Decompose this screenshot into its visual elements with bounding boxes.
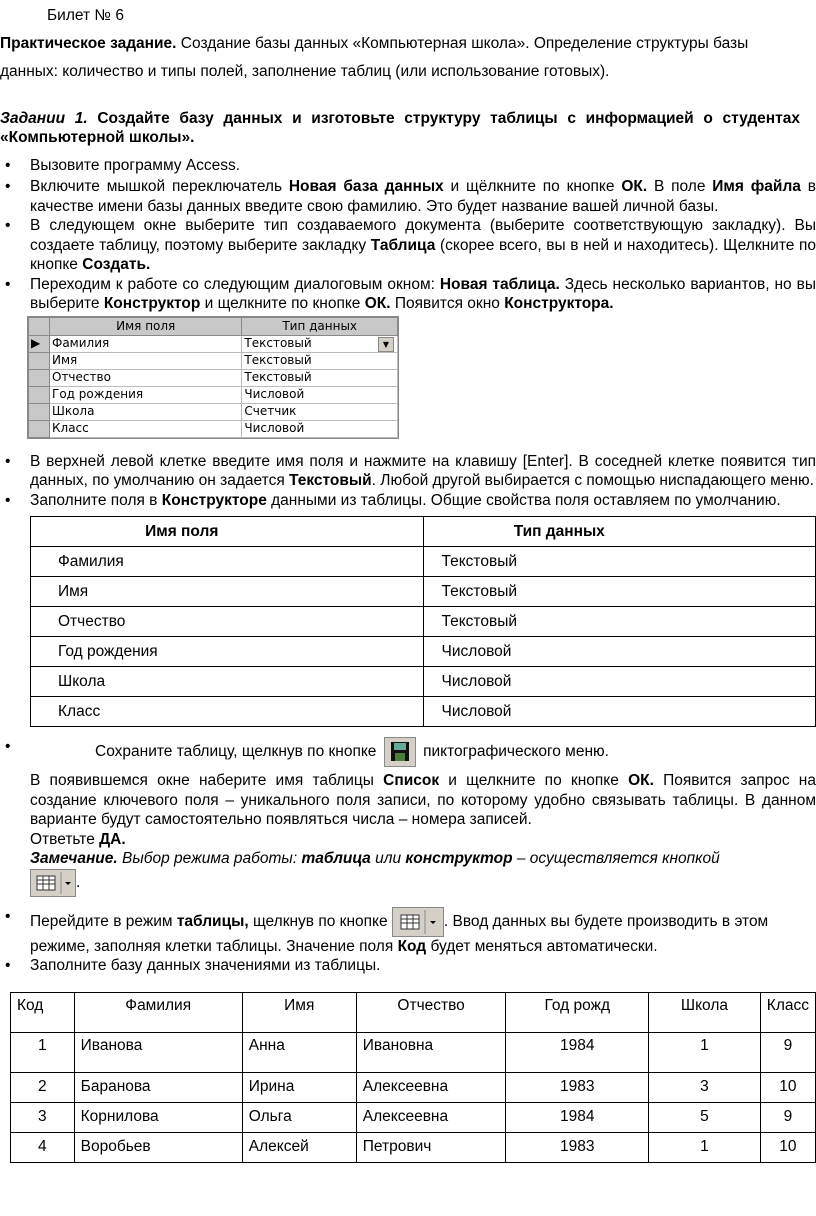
note-line [30,849,816,869]
data-type-cell[interactable] [242,386,398,403]
table-cell: 2 [11,1072,75,1102]
save-paragraph [30,771,816,830]
save-floppy-icon [384,737,416,767]
row-selector[interactable] [29,386,50,403]
data-type-cell[interactable] [242,335,398,352]
bullet-item [30,177,816,216]
text-segment: – осуществляется кнопкой [512,850,720,867]
text-segment: и щелкните по кнопке [439,772,629,789]
column-header: Фамилия [74,992,242,1032]
text-segment: Новая база данных [288,178,444,195]
text-segment: конструктор [405,850,513,867]
text-segment: Здесь несколько вариантов, но вы выберите [30,275,816,312]
row-selector[interactable] [29,369,50,386]
text-segment: Конструкторе [161,491,267,509]
text-segment: таблицы, [176,912,249,930]
table-row [31,547,816,577]
text-segment: и щёлкните по кнопке [443,178,622,195]
text-segment: Ответьте [30,830,100,848]
text-segment: Создайте базу данных и изготовьте структуру таблицы с информацией о студентах «Компьютерной школы». [0,109,800,146]
text-segment: Код [397,937,427,955]
table-cell: 1 [11,1032,75,1072]
intro-line-2 [0,62,816,82]
bullet-item [30,907,816,957]
table-view-button-icon [392,907,444,937]
bullet-item [30,737,816,767]
field-name-cell[interactable]: Год рождения [50,386,242,403]
table-cell: 9 [760,1102,815,1132]
column-header: Имя поля [31,517,424,547]
designer-row[interactable] [29,335,398,352]
bullet-item [30,216,816,275]
table-cell: 1984 [506,1032,649,1072]
data-type-cell: Числовой [423,667,816,697]
table-cell: Ивановна [356,1032,506,1072]
designer-row[interactable] [29,386,398,403]
view-mode-button-note [30,869,816,897]
data-type-value: Текстовый [244,336,312,350]
text-segment: Список [383,772,440,789]
table-cell: Воробьев [74,1132,242,1162]
data-type-value: Числовой [244,387,305,401]
table-row [11,1072,816,1102]
table-cell: 1983 [506,1072,649,1102]
data-type-cell: Числовой [423,637,816,667]
field-name-cell[interactable]: Имя [50,352,242,369]
text-segment: В появившемся окне наберите имя таблицы [30,772,384,789]
column-header: Код [11,992,75,1032]
access-designer-screenshot [27,316,399,439]
task-heading [0,109,800,148]
text-segment: Таблица [370,236,436,254]
data-type-cell[interactable] [242,352,398,369]
table-cell: Иванова [74,1032,242,1072]
text-segment: . Ввод данных вы будете производить в этом режиме, заполняя клетки таблицы. Значение поля [30,912,769,955]
field-name-cell: Имя [31,577,424,607]
dropdown-arrow-icon[interactable]: ▼ [378,337,394,352]
view-mode-dropdown-icon [30,869,76,897]
data-type-cell: Числовой [423,697,816,727]
table-row [31,697,816,727]
bullet-item [30,275,816,314]
data-type-value: Счетчик [244,404,297,418]
text-segment: Переходим к работе со следующим диалоговым окном: [30,275,440,293]
table-cell: 4 [11,1132,75,1162]
data-type-value: Текстовый [244,353,312,367]
data-type-cell: Текстовый [423,607,816,637]
text-segment: ОК. [628,772,654,789]
answer-line [30,830,816,850]
fields-table [30,516,816,727]
bullet-item [30,156,816,176]
column-header: Имя [242,992,356,1032]
designer-row[interactable] [29,420,398,437]
text-segment: ДА. [99,830,126,848]
table-cell: Алексеевна [356,1102,506,1132]
text-segment: таблица [301,850,371,867]
text-segment: или [370,850,406,867]
text-segment: Практическое задание. [0,34,177,52]
table-cell: 3 [11,1102,75,1132]
text-segment: . Любой другой выбирается с помощью ниспадающего меню. [371,472,814,489]
field-name-cell: Фамилия [31,547,424,577]
intro-line [0,34,816,54]
text-segment: в качестве имени базы данных введите свою фамилию. Это будет название вашей личной базы. [30,178,816,215]
text-segment: будет меняться автоматически. [426,937,658,955]
table-cell: Корнилова [74,1102,242,1132]
table-cell: Ольга [242,1102,356,1132]
selector-header [29,317,50,335]
data-type-value: Текстовый [244,370,312,384]
bullet-item [30,452,816,491]
text-segment: данными из таблицы. Общие свойства поля оставляем по умолчанию. [266,491,781,509]
text-segment: В поле [647,178,713,195]
table-row [11,1132,816,1162]
field-name-cell: Школа [31,667,424,697]
designer-row[interactable] [29,403,398,420]
data-type-cell[interactable] [242,420,398,437]
bullet-item [30,491,816,511]
text-segment: (скорее всего, вы в ней и находитесь). Щелкните по кнопке [30,236,816,273]
table-cell: Алексей [242,1132,356,1162]
text-segment: Выбор режима работы: [117,850,302,867]
table-cell: Петрович [356,1132,506,1162]
text-segment: ОК. [364,295,391,312]
data-type-cell[interactable] [242,403,398,420]
table-cell: Алексеевна [356,1072,506,1102]
table-row [11,1032,816,1072]
text-segment: В верхней левой клетке введите имя поля и нажмите на клавишу [Enter]. В соседней клетке появится тип данных, по умолчанию он задается [30,452,816,489]
designer-row[interactable] [29,369,398,386]
students-data-table [10,992,816,1163]
text-segment: Появится запрос на создание ключевого поля – уникального поля записи, по которому удобно связывать таблицы. В данном варианте будут самостоятельно появляться числа – номера записей. [30,772,816,828]
data-type-cell[interactable] [242,369,398,386]
text-segment: Вызовите программу Access. [30,156,241,174]
table-row [31,637,816,667]
text-segment: и щелкните по кнопке [200,295,365,312]
text-segment: ОК. [621,178,648,195]
table-row [31,577,816,607]
text-segment: Замечание. [30,850,118,867]
table-cell: 9 [760,1032,815,1072]
ticket-number: Билет № 6 [47,7,124,24]
text-segment: данных: количество и типы полей, заполнение таблиц (или использование готовых). [0,63,610,80]
table-cell: 3 [649,1072,761,1102]
text-segment: В следующем окне выберите тип создаваемого документа (выберите соответствующую закладку). Вы создаете таблицу, поэтому выберите закладку [30,217,816,254]
text-segment: Задании 1. [0,109,88,127]
header-row [11,992,816,1032]
designer-row[interactable] [29,352,398,369]
text-segment: Заполните поля в [30,491,162,509]
field-name-cell: Класс [31,697,424,727]
bullet-item [30,956,816,976]
table-cell: Ирина [242,1072,356,1102]
table-cell: Баранова [74,1072,242,1102]
table-cell: 1983 [506,1132,649,1162]
table-cell: Анна [242,1032,356,1072]
column-header: Школа [649,992,761,1032]
text-segment: Создать. [82,256,151,273]
bullet-text [30,913,388,930]
field-name-cell[interactable]: Класс [50,420,242,437]
text-segment: Создание базы данных «Компьютерная школа». Определение структуры базы [176,34,749,52]
column-header: Год рожд [506,992,649,1032]
text-segment: Включите мышкой переключатель [30,178,289,195]
column-header: Класс [760,992,815,1032]
text-segment: Заполните базу данных значениями из таблицы. [30,957,381,974]
row-selector[interactable] [29,352,50,369]
data-type-cell: Текстовый [423,547,816,577]
text-segment: щелкнув по кнопке [248,912,388,930]
save-instruction-end: пиктографического меню. [423,743,609,761]
field-name-cell[interactable]: Фамилия [50,335,242,352]
column-header: Тип данных [423,517,816,547]
field-name-cell: Отчество [31,607,424,637]
text-segment: Перейдите в режим [30,912,177,930]
field-name-cell[interactable]: Отчество [50,369,242,386]
current-row-arrow-icon[interactable]: ▶ [29,335,50,352]
table-row [11,1102,816,1132]
column-header: Имя поля [50,317,242,335]
data-type-cell: Текстовый [423,577,816,607]
column-header: Тип данных [242,317,398,335]
field-name-cell: Год рождения [31,637,424,667]
table-cell: 5 [649,1102,761,1132]
row-selector[interactable] [29,403,50,420]
column-header: Отчество [356,992,506,1032]
text-segment: Конструктора. [504,295,614,312]
row-selector[interactable] [29,420,50,437]
text-segment: Появится окно [390,295,505,312]
table-row [31,667,816,697]
table-row [31,607,816,637]
text-segment: Текстовый [289,472,372,489]
field-name-cell[interactable]: Школа [50,403,242,420]
text-segment: Конструктор [103,295,201,312]
table-cell: 10 [760,1072,815,1102]
data-type-value: Числовой [244,421,305,435]
table-cell: 10 [760,1132,815,1162]
note-end: . [76,873,81,891]
table-cell: 1 [649,1132,761,1162]
save-instruction: Сохраните таблицу, щелкнув по кнопке [95,743,377,761]
text-segment: Имя файла [712,178,801,195]
table-cell: 1 [649,1032,761,1072]
text-segment: Новая таблица. [439,275,560,293]
table-cell: 1984 [506,1102,649,1132]
